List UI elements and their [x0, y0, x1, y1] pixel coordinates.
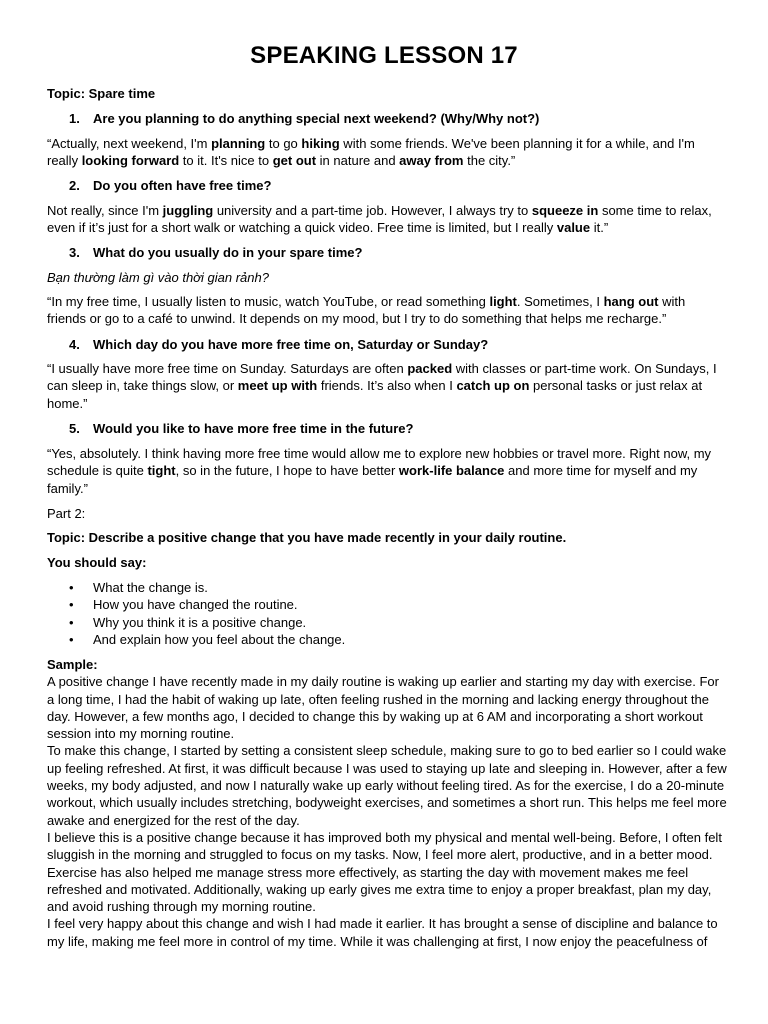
- part2-label: Part 2:: [47, 506, 86, 521]
- question-number: 3.: [69, 245, 80, 260]
- sample-answer: [47, 656, 727, 950]
- sample-label: Sample:: [47, 657, 98, 672]
- vocab-highlight: squeeze in: [531, 203, 599, 218]
- answer-2: [47, 202, 727, 237]
- answer-text: university and a part-time job. However, I always try to: [213, 203, 532, 218]
- answer-text: “Yes, absolutely. I think having more free time would allow me to explore new hobbies or travel more. Right now, my schedule is quite: [47, 446, 712, 479]
- question-2: [47, 177, 727, 195]
- answer-1: [47, 135, 727, 170]
- answer-text: “Actually, next weekend, I'm: [47, 136, 212, 151]
- question-number: 2.: [69, 178, 80, 193]
- answer-5: [47, 445, 727, 497]
- answer-text: it.”: [590, 220, 609, 236]
- question-number: 1.: [69, 111, 80, 126]
- answer-text: the city.”: [463, 153, 516, 169]
- question-text: What do you usually do in your spare time?: [93, 245, 363, 260]
- question-3: [47, 244, 727, 262]
- answer-text: “I usually have more free time on Sunday. Saturdays are often: [47, 361, 408, 376]
- part1-topic: Topic: Spare time: [47, 86, 156, 101]
- vocab-highlight: planning: [211, 136, 266, 151]
- vocab-highlight: get out: [272, 153, 317, 169]
- vocab-highlight: value: [556, 220, 591, 236]
- vocab-highlight: tight: [147, 463, 176, 479]
- question-1: [47, 110, 727, 128]
- vocab-highlight: hang out: [603, 294, 659, 309]
- vocab-highlight: light: [489, 294, 517, 309]
- answer-text: , so in the future, I hope to have better: [175, 463, 399, 479]
- answer-text: to go: [265, 136, 302, 151]
- part2-topic: Topic: Describe a positive change that you have made recently in your daily routine.: [47, 530, 567, 545]
- question-text: Are you planning to do anything special next weekend? (Why/Why not?): [93, 111, 540, 126]
- question-5: [47, 420, 727, 438]
- vocab-highlight: away from: [399, 153, 464, 169]
- answer-text: personal tasks or just relax at home.”: [47, 378, 703, 411]
- list-item: • How you have changed the routine.: [69, 597, 298, 613]
- question-text: Do you often have free time?: [93, 178, 272, 193]
- sample-paragraph: To make this change, I started by setting a consistent sleep schedule, making sure to go to bed earlier so I could wake up feeling refreshed. At first, it was difficult because I was used to staying up late and sleeping in. However, after a few weeks, my body adjusted, and now I naturally wake up early without feeling tired. As for the exercise, I do a 20-minute workout, which usually includes stretching, bodyweight exercises, and sometimes a short run. This helps me feel more awake and energized for the rest of the day.: [47, 743, 727, 828]
- sample-paragraph: I feel very happy about this change and wish I had made it earlier. It has brought a sense of discipline and balance to my life, making me feel more in control of my time. While it was challenging at first, I now enjoy the peacefulness of: [47, 916, 718, 949]
- list-item: • What the change is.: [69, 580, 208, 595]
- answer-text: and more time for myself and my family.”: [47, 463, 698, 496]
- cue-card-bullets: [47, 579, 727, 649]
- sample-paragraph: A positive change I have recently made in my daily routine is waking up earlier and starting my day with exercise. For a long time, I had the habit of waking up late, often feeling rushed in the morning and lacking energy throughout the day. However, a few months ago, I decided to change this by waking up at 6 AM and incorporating a short workout session into my morning routine.: [47, 674, 719, 742]
- vocab-highlight: packed: [407, 361, 453, 376]
- bullet-icon: •: [69, 614, 74, 630]
- answer-text: some time to relax, even if it’s just for a short walk or watching a quick video. Free time is limited, but I really: [47, 203, 712, 236]
- answer-text: with some friends. We've been planning it for a while, and I'm really: [47, 136, 695, 169]
- question-number: 5.: [69, 421, 80, 436]
- bullet-icon: •: [69, 580, 74, 595]
- list-item: • And explain how you feel about the change.: [69, 632, 346, 648]
- question-number: 4.: [69, 337, 80, 352]
- answer-text: friends. It’s also when I: [317, 378, 457, 394]
- page-title: SPEAKING LESSON 17: [250, 42, 518, 69]
- answer-text: with classes or part-time work. On Sundays, I can sleep in, take things slow, or: [47, 361, 717, 394]
- vocab-highlight: catch up on: [456, 378, 530, 394]
- answer-text: in nature and: [316, 153, 400, 169]
- sample-paragraph: I believe this is a positive change because it has improved both my physical and mental well-being. Before, I often felt sluggish in the morning and struggled to focus on my tasks. Now, I feel more alert, productive, and in a better mood. Exercise has also helped me manage stress more effectively, as starting the day with movement makes me feel refreshed and motivated. Additionally, waking up early gives me extra time to enjoy a proper breakfast, plan my day, and avoid rushing through my morning routine.: [47, 829, 722, 915]
- answer-text: to it. It's nice to: [179, 153, 273, 169]
- vocab-highlight: juggling: [162, 203, 214, 218]
- answer-text: . Sometimes, I: [516, 294, 604, 309]
- bullet-icon: •: [69, 632, 74, 648]
- list-item: • Why you think it is a positive change.: [69, 614, 307, 630]
- answer-3: [47, 293, 727, 328]
- question-text: Which day do you have more free time on, Saturday or Sunday?: [93, 337, 489, 352]
- question-text: Would you like to have more free time in the future?: [93, 421, 414, 436]
- vocab-highlight: work-life balance: [398, 463, 505, 479]
- answer-text: with friends or go to a café to unwind. It depends on my mood, but I try to do something that helps me recharge.”: [47, 294, 686, 327]
- answer-3-translation: Bạn thường làm gì vào thời gian rảnh?: [47, 270, 269, 285]
- vocab-highlight: looking forward: [81, 153, 180, 169]
- question-4: [47, 336, 727, 354]
- bullet-icon: •: [69, 597, 74, 613]
- answer-text: “In my free time, I usually listen to music, watch YouTube, or read something: [47, 294, 490, 309]
- answer-4: [47, 360, 727, 412]
- answer-text: Not really, since I'm: [47, 203, 163, 218]
- vocab-highlight: meet up with: [237, 378, 318, 394]
- should-say-label: You should say:: [47, 555, 147, 570]
- vocab-highlight: hiking: [301, 136, 340, 151]
